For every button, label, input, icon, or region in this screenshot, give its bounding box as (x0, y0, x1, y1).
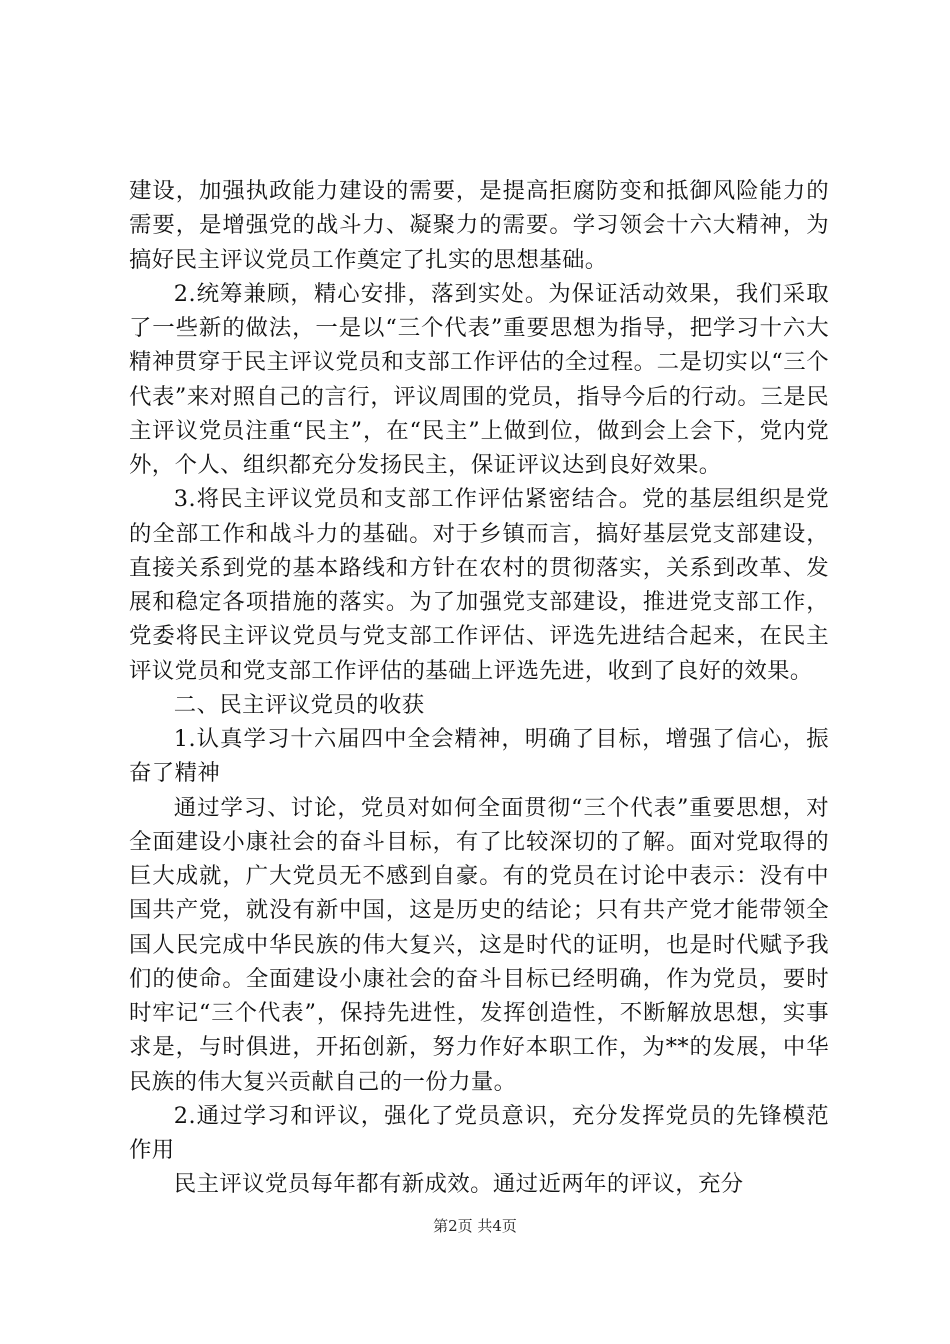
document-body (129, 174, 829, 1202)
section-heading-harvest: 二、民主评议党员的收获 (173, 691, 425, 718)
paragraph-item-2: 2.统筹兼顾，精心安排，落到实处。为保证活动效果，我们采取了一些新的做法，一是以“三个代表”重要思想为指导，把学习十六大精神贯穿于民主评议党员和支部工作评估的全过程。二是切实以“三个代表”来对照自己的言行，评议周围的党员，指导今后的行动。三是民主评议党员注重“民主”，在“民主”上做到位，做到会上会下，党内党外，个人、组织都充分发扬民主，保证评议达到良好效果。 (129, 280, 829, 478)
paragraph-discussion: 通过学习、讨论，党员对如何全面贯彻“三个代表”重要思想，对全面建设小康社会的奋斗目标，有了比较深切的了解。面对党取得的巨大成就，广大党员无不感到自豪。有的党员在讨论中表示：没有中国共产党，就没有新中国，这是历史的结论；只有共产党才能带领全国人民完成中华民族的伟大复兴，这是时代的证明，也是时代赋予我们的使命。全面建设小康社会的奋斗目标已经明确，作为党员，要时时牢记“三个代表”，保持先进性，发挥创造性，不断解放思想，实事求是，与时俱进，开拓创新，努力作好本职工作，为**的发展，中华民族的伟大复兴贡献自己的一份力量。 (129, 794, 829, 1095)
paragraph-final: 民主评议党员每年都有新成效。通过近两年的评议，充分 (173, 1171, 744, 1198)
paragraph-item-3: 3.将民主评议党员和支部工作评估紧密结合。党的基层组织是党的全部工作和战斗力的基础。对于乡镇而言，搞好基层党支部建设，直接关系到党的基本路线和方针在农村的贯彻落实，关系到改革、发展和稳定各项措施的落实。为了加强党支部建设，推进党支部工作，党委将民主评议党员与党支部工作评估、评选先进结合起来，在民主评议党员和党支部工作评估的基础上评选先进，收到了良好的效果。 (129, 486, 829, 684)
paragraph-continuation: 建设，加强执政能力建设的需要，是提高拒腐防变和抵御风险能力的需要，是增强党的战斗力、凝聚力的需要。学习领会十六大精神，为搞好民主评议党员工作奠定了扎实的思想基础。 (129, 178, 829, 273)
page-footer: 第2页 共4页 (433, 1217, 517, 1235)
subheading-1: 1.认真学习十六届四中全会精神，明确了目标，增强了信心，振奋了精神 (129, 726, 829, 787)
subheading-2: 2.通过学习和评议，强化了党员意识，充分发挥党员的先锋模范作用 (129, 1102, 829, 1163)
